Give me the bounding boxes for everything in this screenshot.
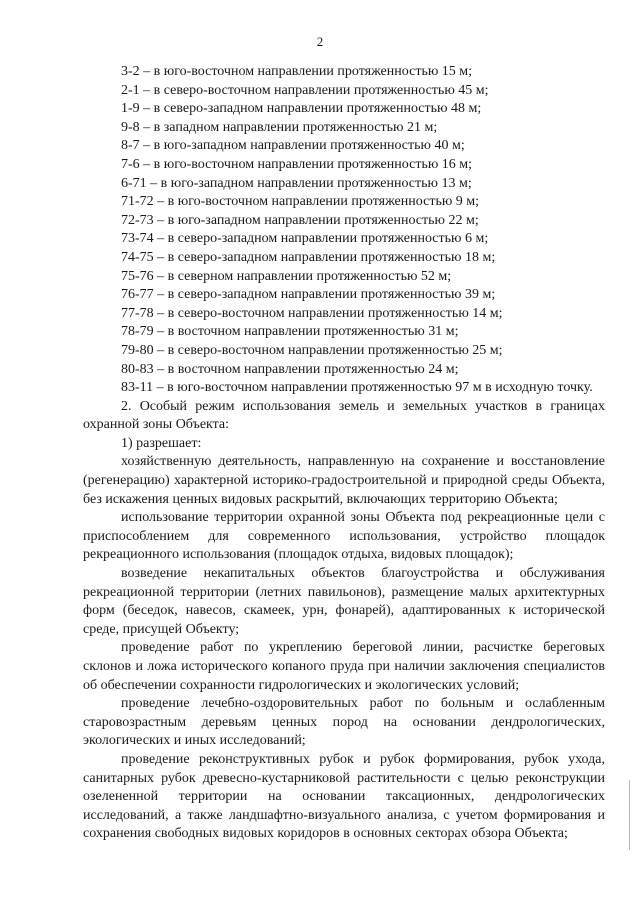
- boundary-segment: 3-2 – в юго-восточном направлении протяженностью 15 м;: [121, 64, 473, 79]
- boundary-segment: 80-83 – в восточном направлении протяженностью 24 м;: [121, 361, 459, 377]
- boundary-segment: 7-6 – в юго-восточном направлении протяженностью 16 м;: [121, 156, 473, 172]
- boundary-segment-list: [83, 63, 605, 398]
- section-heading: 2. Особый режим использования земель и земельных участков в границах охранной зоны Объекта:: [83, 398, 605, 433]
- boundary-segment: 75-76 – в северном направлении протяженностью 52 м;: [121, 268, 452, 284]
- permitted-item: проведение лечебно-оздоровительных работ по больным и ослабленным старовозрастным деревьям ценных пород на основании дендрологических, экологических и иных исследований;: [83, 696, 605, 749]
- permitted-item: возведение некапитальных объектов благоустройства и обслуживания рекреационной территории (летних павильонов), размещение малых архитектурных форм (беседок, навесов, скамеек, урн, фонарей), адаптированных к исторической среде, присущей Объекту;: [83, 566, 605, 637]
- boundary-segment: 72-73 – в юго-западном направлении протяженностью 22 м;: [121, 212, 479, 228]
- document-body: [83, 63, 605, 844]
- permitted-item: использование территории охранной зоны Объекта под рекреационные цели с приспособлением для современного использования, устройство площадок рекреационного использования (площадок отдыха, видовых площадок);: [83, 510, 605, 563]
- boundary-segment: 6-71 – в юго-западном направлении протяженностью 13 м;: [121, 175, 472, 191]
- boundary-segment: 78-79 – в восточном направлении протяженностью 31 м;: [121, 324, 459, 340]
- section-2: [83, 398, 605, 844]
- boundary-segment: 77-78 – в северо-восточном направлении протяженностью 14 м;: [121, 305, 503, 321]
- boundary-segment: 79-80 – в северо-восточном направлении протяженностью 25 м;: [121, 342, 503, 358]
- section-subheading: 1) разрешает:: [121, 435, 202, 451]
- boundary-segment: 73-74 – в северо-западном направлении протяженностью 6 м;: [121, 231, 489, 247]
- permitted-item: проведение реконструктивных рубок и рубок формирования, рубок ухода, санитарных рубок древесно-кустарниковой растительности с целью реконструкции озелененной территории на основании таксационных, дендрологических исследований, а также ландшафтно-визуального анализа, с учетом формирования и сохранения свободных видовых коридоров в основных секторах обзора Объекта;: [83, 751, 605, 842]
- page-number: 2: [316, 34, 324, 49]
- boundary-segment: 74-75 – в северо-западном направлении протяженностью 18 м;: [121, 249, 496, 265]
- boundary-segment: 71-72 – в юго-восточном направлении протяженностью 9 м;: [121, 194, 480, 210]
- boundary-segment: 8-7 – в юго-западном направлении протяженностью 40 м;: [121, 138, 465, 154]
- boundary-segment: 1-9 – в северо-западном направлении протяженностью 48 м;: [121, 101, 482, 117]
- scan-edge-mark: [629, 780, 630, 850]
- boundary-segment: 2-1 – в северо-восточном направлении протяженностью 45 м;: [121, 82, 489, 98]
- boundary-segment: 76-77 – в северо-западном направлении протяженностью 39 м;: [121, 287, 496, 303]
- permitted-item: проведение работ по укреплению береговой линии, расчистке береговых склонов и ложа исторического копаного пруда при наличии заключения специалистов об обеспечении сохранности гидрологических и экологических условий;: [83, 640, 605, 693]
- boundary-segment-last: 83-11 – в юго-восточном направлении протяженностью 97 м в исходную точку.: [121, 380, 593, 396]
- boundary-segment: 9-8 – в западном направлении протяженностью 21 м;: [121, 119, 438, 135]
- permitted-item: хозяйственную деятельность, направленную на сохранение и восстановление (регенерацию) характерной историко-градостроительной и природной среды Объекта, без искажения ценных видовых раскрытий, включающих территорию Объекта;: [83, 454, 605, 507]
